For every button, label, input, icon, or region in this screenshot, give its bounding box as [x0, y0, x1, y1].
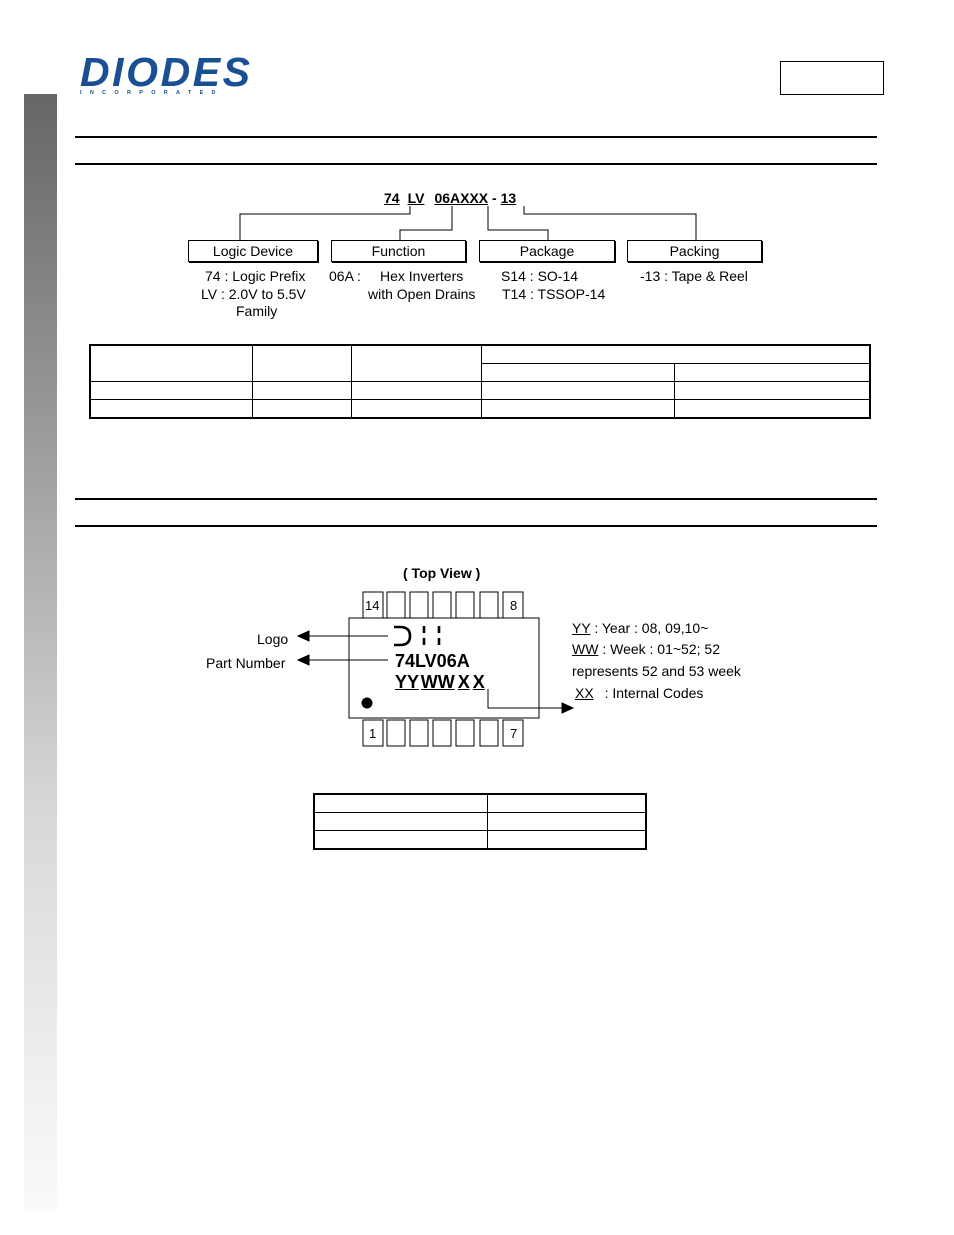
category-packing: Packing [627, 240, 762, 262]
pin1-dot [362, 698, 373, 709]
table-cell [253, 345, 352, 382]
pin [410, 720, 428, 746]
code-prefix: 74 [384, 190, 400, 206]
legend-xx-key: XX [575, 685, 594, 701]
function-desc-2: with Open Drains [368, 286, 476, 302]
legend-yy-key: YY [572, 620, 591, 636]
pin [456, 592, 474, 618]
logo-subtitle: INCORPORATED [80, 90, 224, 96]
chip-code-ww: WW [420, 672, 455, 692]
code-packing: 13 [500, 190, 517, 206]
section-rule-bottom [75, 525, 877, 527]
legend-week-note: represents 52 and 53 week [572, 663, 741, 679]
function-code: 06A : [329, 268, 361, 284]
category-logic-device: Logic Device [188, 240, 318, 262]
table-cell [482, 363, 675, 381]
packing-tape-reel: -13 : Tape & Reel [640, 268, 748, 284]
legend-ww-text: : Week : 01~52; 52 [602, 641, 720, 657]
ordering-table [89, 344, 871, 419]
pin [480, 720, 498, 746]
marking-table [313, 793, 647, 850]
ordering-connector-lines [0, 0, 954, 260]
marking-diagram [0, 580, 954, 750]
pin [410, 592, 428, 618]
legend-ww-key: WW [572, 641, 599, 657]
table-row [90, 382, 870, 400]
chip-code-yy: YY [395, 672, 419, 692]
legend-yy-text: : Year : 08, 09,10~ [594, 620, 709, 636]
pin [387, 720, 405, 746]
table-row [314, 794, 646, 812]
legend-year [572, 620, 708, 636]
chip-part-number: 74LV06A [395, 651, 470, 671]
code-dash: - [492, 190, 497, 206]
pin-8-label: 8 [510, 598, 518, 613]
table-row [314, 812, 646, 830]
table-cell [482, 345, 871, 363]
category-package: Package [479, 240, 615, 262]
family-voltage-text: LV : 2.0V to 5.5V [201, 286, 306, 302]
legend-xx-text: : Internal Codes [604, 685, 704, 701]
pin [480, 592, 498, 618]
chip-code-x2: X [472, 672, 485, 692]
part-number-label: Part Number [206, 655, 286, 671]
logo-label: Logo [257, 631, 289, 647]
function-desc-1: Hex Inverters [380, 268, 464, 284]
table-row [314, 831, 646, 849]
logic-prefix-text: 74 : Logic Prefix [205, 268, 306, 284]
chip-date-code [395, 672, 485, 693]
pin [456, 720, 474, 746]
table-row [90, 400, 870, 418]
table-cell [90, 345, 253, 382]
pin-1-label: 1 [369, 726, 377, 741]
package-tssop14: T14 : TSSOP-14 [502, 286, 606, 302]
chip-code-x1: X [457, 672, 470, 692]
pin [433, 592, 451, 618]
section-rule-top [75, 498, 877, 500]
pin [387, 592, 405, 618]
top-view-label: ( Top View ) [403, 565, 481, 581]
code-package: XXX [460, 190, 489, 206]
pin-14-label: 14 [365, 598, 380, 613]
package-so14: S14 : SO-14 [501, 268, 579, 284]
pin-7-label: 7 [510, 726, 518, 741]
table-cell [675, 363, 871, 381]
logo-text: DIODES [80, 52, 248, 90]
category-function: Function [331, 240, 466, 262]
legend-internal [572, 685, 703, 701]
code-family: LV [407, 190, 425, 206]
family-text: Family [236, 303, 278, 319]
pin [433, 720, 451, 746]
legend-week [572, 641, 720, 657]
table-cell [352, 345, 482, 382]
code-function: 06A [434, 190, 461, 206]
